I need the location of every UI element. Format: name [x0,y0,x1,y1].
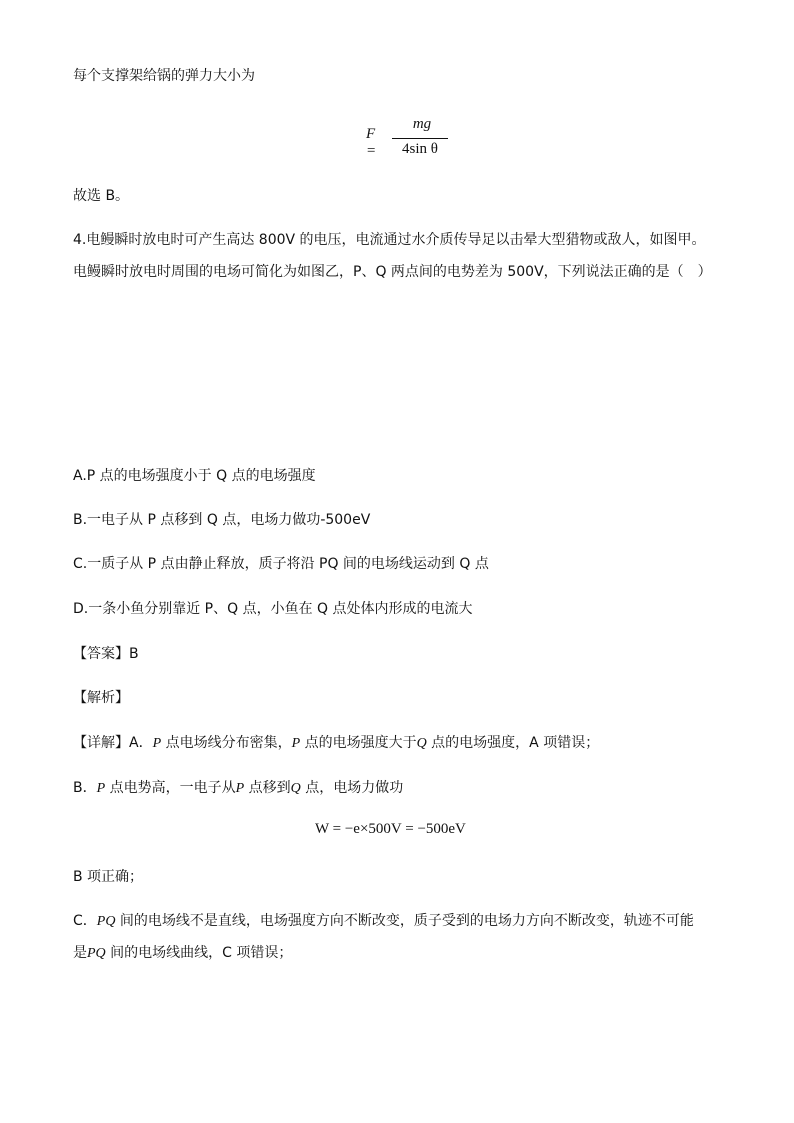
detail-text: 点电势高，一电子从 [105,780,236,796]
fraction-bar [392,138,448,139]
detail-text: 点移到 [244,780,291,796]
formula-numerator: mg [412,116,432,132]
detail-text: 点，电场力做功 [300,780,404,796]
question-line-2: 电鳗瞬时放电时周围的电场可简化为如图乙，P、Q 两点间的电势差为 500V，下列说法正确的是（ ） [73,264,712,280]
detail-lead: B． [73,780,97,796]
detail-text: 间的电场线曲线，C 项错误； [105,945,293,961]
detail-text: 点的电场强度大于 [300,735,417,751]
symbol-pq: PQ [87,946,106,961]
figure-area [73,300,723,440]
detail-c-line-2 [73,943,292,964]
formula-denominator: 4sin θ [402,141,438,157]
option-c: C.一质子从 P 点由静止释放，质子将沿 PQ 间的电场线运动到 Q 点 [73,556,489,572]
detail-text: 点的电场强度，A 项错误； [426,735,600,751]
symbol-q: Q [416,736,427,751]
question-line-1: 4.电鳗瞬时放电时可产生高达 800V 的电压，电流通过水介质传导足以击晕大型猎物或敌人，如图甲。 [73,232,706,248]
option-d: D.一条小鱼分别靠近 P、Q 点，小鱼在 Q 点处体内形成的电流大 [73,601,473,617]
answer-label: 【答案】B [73,646,139,662]
choose-b-text: 故选 B。 [73,188,130,204]
symbol-p: P [152,736,162,751]
detail-lead: 【详解】A． [73,735,153,751]
detail-c-line-1 [73,911,694,932]
analysis-label: 【解析】 [73,690,129,706]
formula-lhs: F = [366,126,377,159]
intro-text: 每个支撑架给锅的弹力大小为 [73,68,255,84]
detail-text: 点电场线分布密集， [161,735,292,751]
detail-text: 是 [73,945,87,961]
detail-text: 间的电场线不是直线，电场强度方向不断改变，质子受到的电场力方向不断改变，轨迹不可能 [115,913,694,929]
symbol-q: Q [290,781,301,796]
option-b: B.一电子从 P 点移到 Q 点，电场力做功-500eV [73,512,371,528]
work-formula: W = −e×500V = −500eV [315,821,466,837]
symbol-p: P [291,736,301,751]
detail-b-line [73,778,403,799]
detail-a-line [73,733,599,754]
symbol-p: P [235,781,245,796]
detail-lead: C． [73,913,97,929]
option-a: A.P 点的电场强度小于 Q 点的电场强度 [73,468,316,484]
symbol-p: P [96,781,106,796]
symbol-pq: PQ [96,914,116,929]
b-correct-text: B 项正确； [73,869,144,885]
